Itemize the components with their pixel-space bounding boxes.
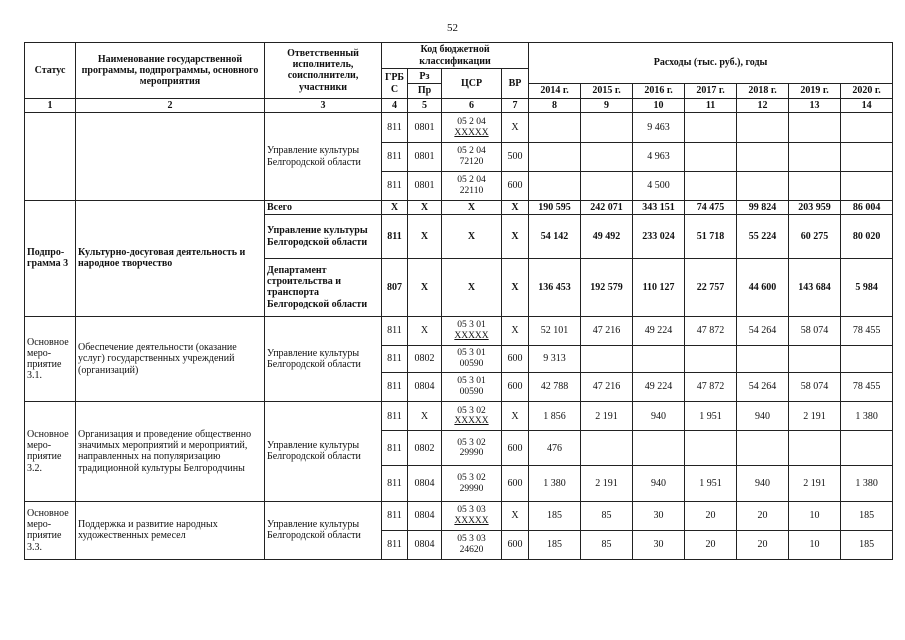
table-row (25, 200, 893, 215)
value-2018: 99 824 (737, 200, 789, 215)
csr-cell: 05 3 01 XXXXX (442, 317, 502, 346)
grbs-cell: 807 (382, 258, 408, 316)
executor-cell: Всего (265, 200, 382, 215)
vr-cell: 600 (502, 346, 529, 373)
csr-cell: 05 3 02 XXXXX (442, 402, 502, 431)
grbs-cell: 811 (382, 373, 408, 402)
value-2014 (529, 171, 581, 200)
value-2014: 185 (529, 530, 581, 559)
value-2016: 49 224 (633, 317, 685, 346)
value-2019: 143 684 (789, 258, 841, 316)
vr-cell: X (502, 258, 529, 316)
table-row (25, 402, 893, 431)
column-number: 7 (502, 98, 529, 113)
value-2015 (581, 431, 633, 466)
executor-cell: Управление культуры Белгородской области (265, 317, 382, 402)
value-2015: 49 492 (581, 215, 633, 259)
table-row (25, 501, 893, 530)
value-2019: 10 (789, 530, 841, 559)
executor-cell: Управление культуры Белгородской области (265, 113, 382, 200)
grbs-cell: 811 (382, 215, 408, 259)
vr-cell: X (502, 200, 529, 215)
column-number: 14 (841, 98, 893, 113)
value-2015: 192 579 (581, 258, 633, 316)
name-cell: Организация и проведение общественно значимых мероприятий и мероприятий, направленных на популяризацию традиционной культуры Белгородчины (76, 402, 265, 502)
vr-cell: X (502, 501, 529, 530)
header-vr: ВР (502, 69, 529, 98)
column-number: 12 (737, 98, 789, 113)
value-2019: 58 074 (789, 373, 841, 402)
value-2014 (529, 113, 581, 142)
page-number: 52 (447, 22, 458, 34)
value-2016 (633, 346, 685, 373)
grbs-cell: 811 (382, 142, 408, 171)
vr-cell: 600 (502, 171, 529, 200)
value-2014: 476 (529, 431, 581, 466)
value-2017: 1 951 (685, 466, 737, 501)
value-2018 (737, 142, 789, 171)
value-2020: 1 380 (841, 402, 893, 431)
value-2020: 185 (841, 530, 893, 559)
value-2016: 343 151 (633, 200, 685, 215)
grbs-cell: 811 (382, 317, 408, 346)
value-2014: 1 856 (529, 402, 581, 431)
vr-cell: 600 (502, 373, 529, 402)
value-2016: 4 963 (633, 142, 685, 171)
value-2014: 1 380 (529, 466, 581, 501)
vr-cell: X (502, 113, 529, 142)
rzpr-cell: X (408, 317, 442, 346)
executor-cell: Управление культуры Белгородской области (265, 215, 382, 259)
header-csr: ЦСР (442, 69, 502, 98)
vr-cell: 500 (502, 142, 529, 171)
value-2017: 74 475 (685, 200, 737, 215)
value-2015: 85 (581, 530, 633, 559)
name-cell: Обеспечение деятельности (оказание услуг) государственных учреждений (организаций) (76, 317, 265, 402)
header-year-2019: 2019 г. (789, 84, 841, 99)
csr-cell: 05 3 03 XXXXX (442, 501, 502, 530)
value-2017: 20 (685, 530, 737, 559)
header-executor: Ответственный исполнитель, соисполнители, участники (265, 43, 382, 99)
value-2015 (581, 142, 633, 171)
grbs-cell: 811 (382, 171, 408, 200)
header-year-2014: 2014 г. (529, 84, 581, 99)
value-2018 (737, 431, 789, 466)
rzpr-cell: 0804 (408, 501, 442, 530)
value-2019 (789, 171, 841, 200)
value-2020: 1 380 (841, 466, 893, 501)
header-grbs: ГРБ С (382, 69, 408, 98)
value-2017 (685, 113, 737, 142)
executor-cell: Управление культуры Белгородской области (265, 402, 382, 502)
value-2015 (581, 171, 633, 200)
value-2017 (685, 431, 737, 466)
rzpr-cell: X (408, 258, 442, 316)
value-2015: 47 216 (581, 317, 633, 346)
value-2017: 1 951 (685, 402, 737, 431)
value-2016: 4 500 (633, 171, 685, 200)
vr-cell: 600 (502, 431, 529, 466)
value-2014: 9 313 (529, 346, 581, 373)
grbs-cell: 811 (382, 113, 408, 142)
status-cell: Основное меро-приятие 3.1. (25, 317, 76, 402)
table-row (25, 317, 893, 346)
vr-cell: X (502, 402, 529, 431)
column-number-row (25, 98, 893, 113)
value-2020: 5 984 (841, 258, 893, 316)
value-2020 (841, 142, 893, 171)
csr-cell: 05 3 01 00590 (442, 346, 502, 373)
rzpr-cell: 0804 (408, 530, 442, 559)
header-year-2016: 2016 г. (633, 84, 685, 99)
column-number: 9 (581, 98, 633, 113)
value-2017: 20 (685, 501, 737, 530)
rzpr-cell: 0801 (408, 113, 442, 142)
column-number: 6 (442, 98, 502, 113)
csr-cell: X (442, 258, 502, 316)
column-number: 4 (382, 98, 408, 113)
value-2016 (633, 431, 685, 466)
value-2017: 47 872 (685, 317, 737, 346)
value-2015: 242 071 (581, 200, 633, 215)
value-2016: 233 024 (633, 215, 685, 259)
value-2020: 185 (841, 501, 893, 530)
value-2017: 47 872 (685, 373, 737, 402)
header-year-2020: 2020 г. (841, 84, 893, 99)
name-cell (76, 113, 265, 200)
grbs-cell: 811 (382, 466, 408, 501)
column-number: 13 (789, 98, 841, 113)
vr-cell: 600 (502, 466, 529, 501)
header-year-2018: 2018 г. (737, 84, 789, 99)
value-2015: 85 (581, 501, 633, 530)
rzpr-cell: 0804 (408, 373, 442, 402)
rzpr-cell: 0802 (408, 431, 442, 466)
name-cell: Поддержка и развитие народных художественных ремесел (76, 501, 265, 559)
grbs-cell: 811 (382, 501, 408, 530)
value-2016: 940 (633, 466, 685, 501)
rzpr-cell: X (408, 215, 442, 259)
csr-cell: 05 3 02 29990 (442, 466, 502, 501)
name-cell: Культурно-досуговая деятельность и народное творчество (76, 200, 265, 316)
status-cell (25, 113, 76, 200)
value-2020 (841, 113, 893, 142)
header-rz: Рз (408, 69, 442, 84)
status-cell: Основное меро-приятие 3.3. (25, 501, 76, 559)
value-2019 (789, 113, 841, 142)
csr-cell: 05 2 04 XXXXX (442, 113, 502, 142)
csr-cell: 05 2 04 22110 (442, 171, 502, 200)
value-2017 (685, 346, 737, 373)
header-status: Статус (25, 43, 76, 99)
budget-table (24, 42, 893, 560)
value-2015 (581, 113, 633, 142)
csr-cell: 05 3 01 00590 (442, 373, 502, 402)
value-2018: 55 224 (737, 215, 789, 259)
rzpr-cell: 0802 (408, 346, 442, 373)
header-row-1 (25, 43, 893, 69)
column-number: 11 (685, 98, 737, 113)
executor-cell: Департамент строительства и транспорта Белгородской области (265, 258, 382, 316)
rzpr-cell: 0804 (408, 466, 442, 501)
value-2020: 78 455 (841, 373, 893, 402)
value-2018: 940 (737, 466, 789, 501)
value-2019 (789, 346, 841, 373)
value-2020: 86 004 (841, 200, 893, 215)
header-year-2017: 2017 г. (685, 84, 737, 99)
value-2018: 940 (737, 402, 789, 431)
header-pr: Пр (408, 84, 442, 99)
value-2014 (529, 142, 581, 171)
status-cell: Основное меро-приятие 3.2. (25, 402, 76, 502)
header-year-2015: 2015 г. (581, 84, 633, 99)
value-2014: 42 788 (529, 373, 581, 402)
column-number: 8 (529, 98, 581, 113)
value-2018: 54 264 (737, 317, 789, 346)
value-2019: 2 191 (789, 402, 841, 431)
value-2018: 20 (737, 530, 789, 559)
header-expenses: Расходы (тыс. руб.), годы (529, 43, 893, 84)
value-2016: 940 (633, 402, 685, 431)
value-2014: 52 101 (529, 317, 581, 346)
value-2019 (789, 431, 841, 466)
status-cell: Подпро-грамма 3 (25, 200, 76, 316)
csr-cell: 05 3 03 24620 (442, 530, 502, 559)
value-2018: 44 600 (737, 258, 789, 316)
rzpr-cell: 0801 (408, 171, 442, 200)
grbs-cell: X (382, 200, 408, 215)
value-2019: 10 (789, 501, 841, 530)
value-2016: 9 463 (633, 113, 685, 142)
vr-cell: X (502, 317, 529, 346)
value-2015 (581, 346, 633, 373)
value-2018 (737, 113, 789, 142)
value-2014: 190 595 (529, 200, 581, 215)
value-2017 (685, 142, 737, 171)
value-2019 (789, 142, 841, 171)
value-2017 (685, 171, 737, 200)
column-number: 2 (76, 98, 265, 113)
grbs-cell: 811 (382, 530, 408, 559)
value-2019: 2 191 (789, 466, 841, 501)
value-2018 (737, 171, 789, 200)
value-2014: 54 142 (529, 215, 581, 259)
header-program-name: Наименование государственной программы, подпрограммы, основного мероприятия (76, 43, 265, 99)
value-2014: 185 (529, 501, 581, 530)
value-2016: 30 (633, 501, 685, 530)
csr-cell: 05 3 02 29990 (442, 431, 502, 466)
value-2020 (841, 171, 893, 200)
value-2015: 2 191 (581, 402, 633, 431)
column-number: 3 (265, 98, 382, 113)
value-2015: 47 216 (581, 373, 633, 402)
value-2018 (737, 346, 789, 373)
value-2014: 136 453 (529, 258, 581, 316)
value-2018: 20 (737, 501, 789, 530)
value-2017: 51 718 (685, 215, 737, 259)
value-2016: 30 (633, 530, 685, 559)
grbs-cell: 811 (382, 431, 408, 466)
value-2015: 2 191 (581, 466, 633, 501)
value-2020: 80 020 (841, 215, 893, 259)
column-number: 5 (408, 98, 442, 113)
column-number: 1 (25, 98, 76, 113)
value-2020 (841, 431, 893, 466)
table-row (25, 113, 893, 142)
value-2019: 58 074 (789, 317, 841, 346)
value-2016: 49 224 (633, 373, 685, 402)
grbs-cell: 811 (382, 402, 408, 431)
value-2019: 203 959 (789, 200, 841, 215)
csr-cell: 05 2 04 72120 (442, 142, 502, 171)
grbs-cell: 811 (382, 346, 408, 373)
rzpr-cell: X (408, 200, 442, 215)
column-number: 10 (633, 98, 685, 113)
vr-cell: 600 (502, 530, 529, 559)
value-2017: 22 757 (685, 258, 737, 316)
csr-cell: X (442, 215, 502, 259)
vr-cell: X (502, 215, 529, 259)
csr-cell: X (442, 200, 502, 215)
value-2020: 78 455 (841, 317, 893, 346)
value-2019: 60 275 (789, 215, 841, 259)
value-2020 (841, 346, 893, 373)
rzpr-cell: X (408, 402, 442, 431)
rzpr-cell: 0801 (408, 142, 442, 171)
value-2016: 110 127 (633, 258, 685, 316)
value-2018: 54 264 (737, 373, 789, 402)
executor-cell: Управление культуры Белгородской области (265, 501, 382, 559)
header-budget-code: Код бюджетной классификации (382, 43, 529, 69)
